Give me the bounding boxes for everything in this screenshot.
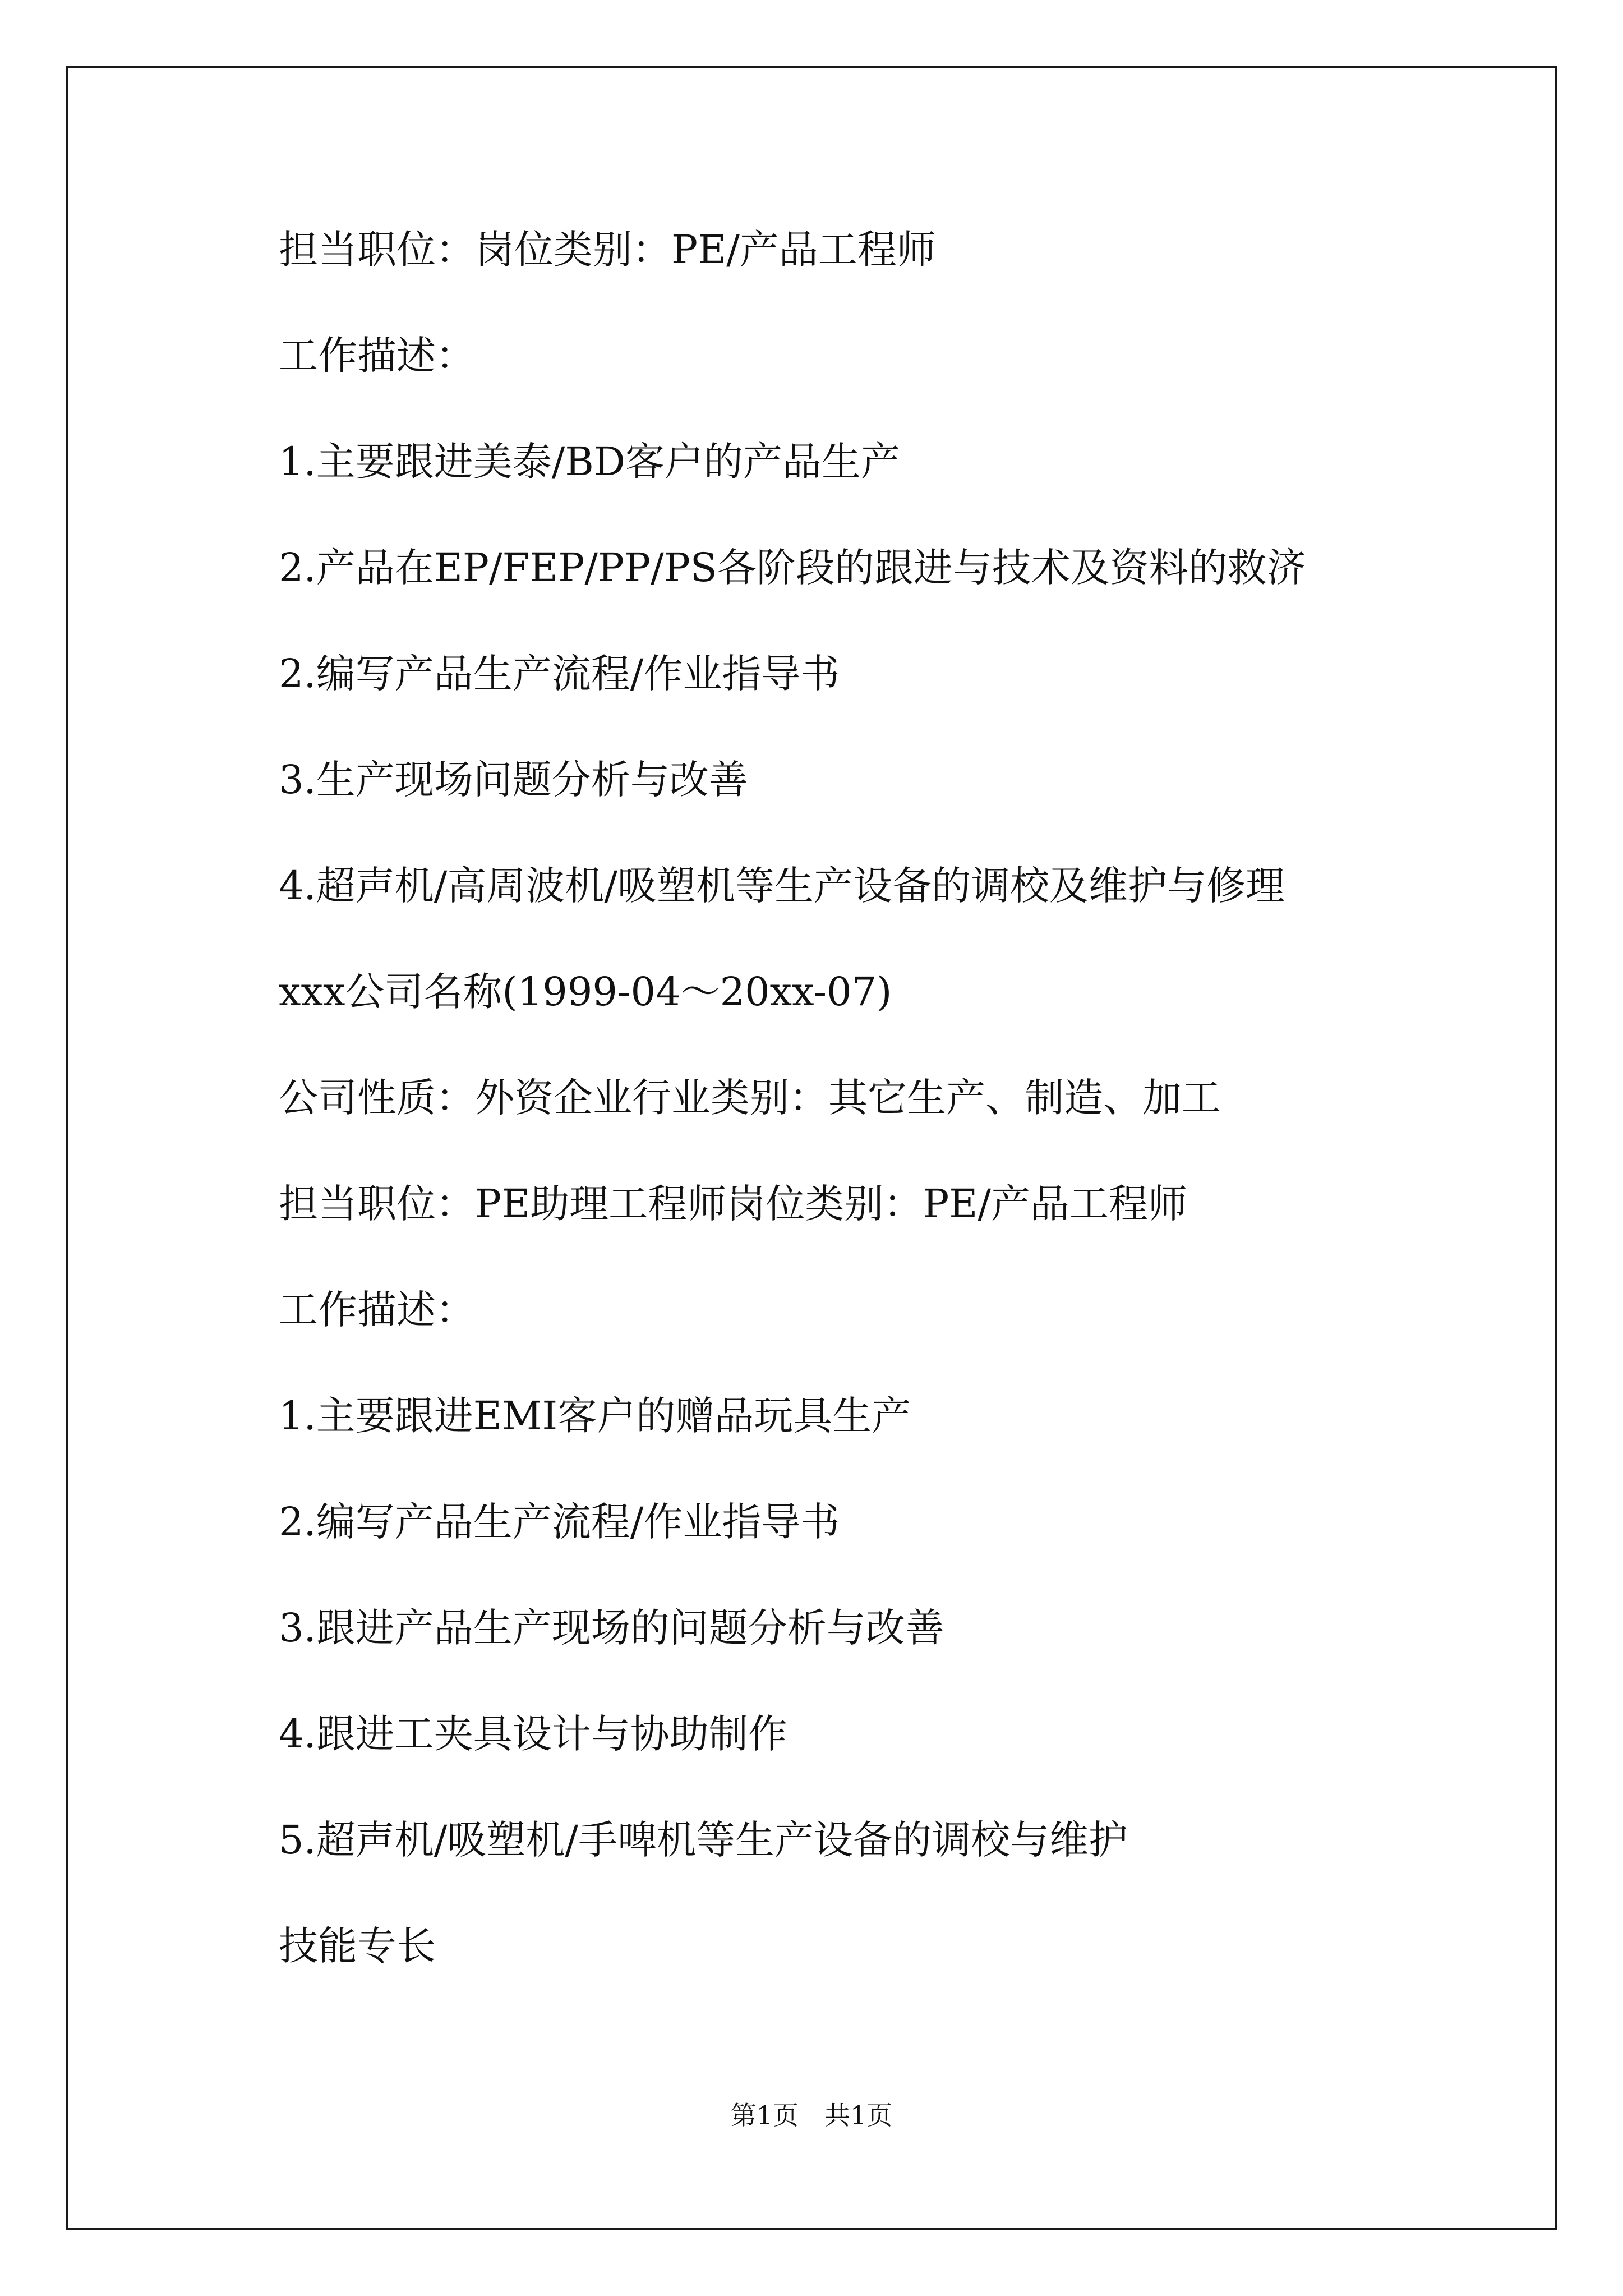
text-line: 1.主要跟进美泰/BD客户的产品生产 [279, 439, 900, 485]
text-line: 公司性质：外资企业行业类别：其它生产、制造、加工 [279, 1075, 1221, 1121]
text-line: 担当职位：PE助理工程师岗位类别：PE/产品工程师 [279, 1181, 1187, 1227]
text-line: 1.主要跟进EMI客户的赠品玩具生产 [279, 1393, 911, 1439]
text-line: 技能专长 [279, 1923, 436, 1969]
text-line: 2.产品在EP/FEP/PP/PS各阶段的跟进与技术及资料的救济 [279, 545, 1306, 591]
text-line: xxx公司名称(1999-04～20xx-07) [279, 969, 892, 1015]
document-body [279, 222, 1513, 2024]
text-line: 工作描述： [279, 333, 475, 379]
text-line: 3.生产现场问题分析与改善 [279, 757, 748, 803]
text-line: 4.超声机/高周波机/吸塑机等生产设备的调校及维护与修理 [279, 863, 1285, 909]
text-line: 担当职位：岗位类别：PE/产品工程师 [279, 227, 936, 273]
text-line: 2.编写产品生产流程/作业指导书 [279, 1499, 840, 1545]
text-line: 5.超声机/吸塑机/手啤机等生产设备的调校与维护 [279, 1817, 1128, 1863]
text-line: 工作描述： [279, 1287, 475, 1333]
text-line: 2.编写产品生产流程/作业指导书 [279, 651, 840, 697]
text-line: 3.跟进产品生产现场的问题分析与改善 [279, 1605, 944, 1651]
text-line: 4.跟进工夹具设计与协助制作 [279, 1711, 787, 1757]
page-number-footer: 第1页 共1页 [730, 2100, 893, 2131]
